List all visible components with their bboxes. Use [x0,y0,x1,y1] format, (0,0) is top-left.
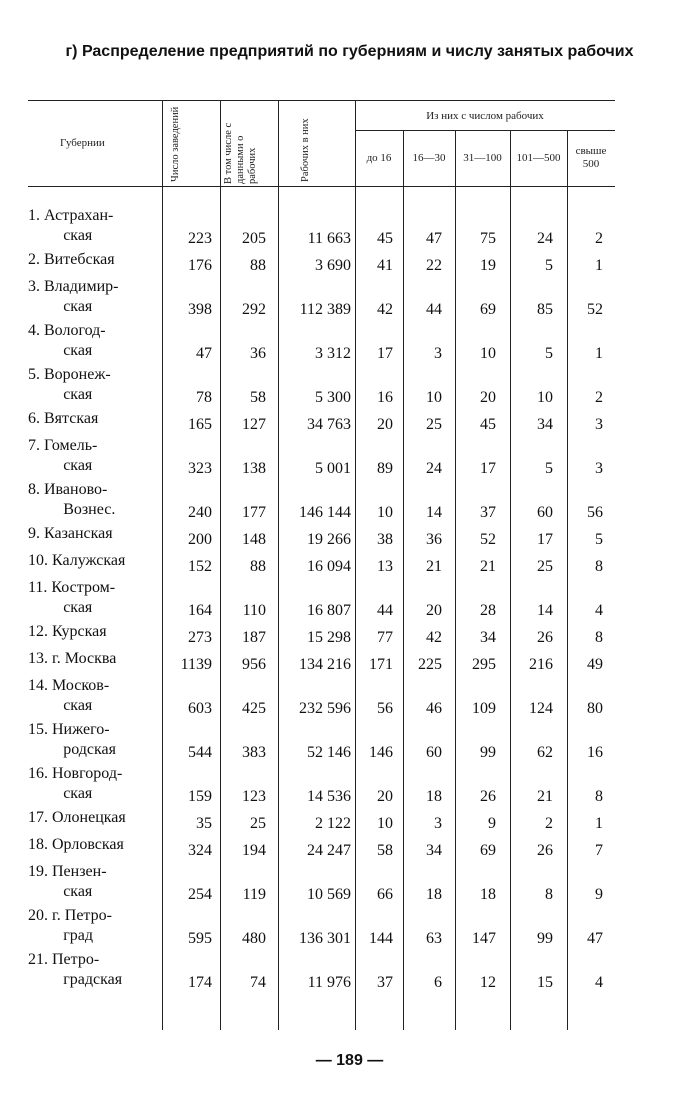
cell-g3: 37 [480,504,496,521]
cell-g4: 14 [537,602,553,619]
cell-g4: 26 [537,842,553,859]
cell-workers: 19 266 [307,531,351,548]
table-row [0,436,699,480]
province-name: 7. Гомель- ская [28,437,98,474]
header-bottom-rule [28,186,615,187]
cell-g4: 21 [537,788,553,805]
province-name: 20. г. Петро- град [28,907,112,944]
cell-with-data: 425 [242,700,266,717]
table-row [0,649,699,676]
cell-g3: 19 [480,257,496,274]
cell-g4: 2 [545,815,553,832]
cell-g3: 12 [480,974,496,991]
cell-workers: 34 763 [307,416,351,433]
cell-establishments: 152 [188,558,212,575]
cell-with-data: 383 [242,744,266,761]
cell-with-data: 74 [250,974,266,991]
table-row [0,578,699,622]
cell-with-data: 88 [250,558,266,575]
cell-g5: 2 [595,230,603,247]
table-title: г) Распределение предприятий по губерниям и числу занятых рабочих [65,43,634,60]
cell-g4: 124 [529,700,553,717]
cell-g5: 1 [595,345,603,362]
cell-establishments: 254 [188,886,212,903]
cell-g3: 28 [480,602,496,619]
cell-workers: 112 389 [299,301,351,318]
cell-establishments: 174 [188,974,212,991]
cell-with-data: 148 [242,531,266,548]
table-row [0,622,699,649]
cell-workers: 136 301 [299,930,351,947]
cell-workers: 134 216 [299,656,351,673]
cell-g5: 56 [587,504,603,521]
cell-g5: 80 [587,700,603,717]
cell-g5: 1 [595,815,603,832]
cell-g3: 69 [480,842,496,859]
cell-g5: 47 [587,930,603,947]
cell-establishments: 200 [188,531,212,548]
cell-establishments: 223 [188,230,212,247]
cell-g5: 4 [595,602,603,619]
table-row [0,676,699,720]
province-name: 16. Новгород- ская [28,765,123,802]
cell-g3: 75 [480,230,496,247]
cell-g1: 58 [377,842,393,859]
province-name: 10. Калужская [28,552,126,569]
province-name: 12. Курская [28,623,107,640]
cell-with-data: 194 [242,842,266,859]
cell-g3: 20 [480,389,496,406]
cell-g2: 22 [426,257,442,274]
table-row [0,277,699,321]
cell-g1: 89 [377,460,393,477]
cell-g5: 3 [595,416,603,433]
cell-establishments: 273 [188,629,212,646]
cell-g3: 21 [480,558,496,575]
cell-g4: 17 [537,531,553,548]
cell-g1: 16 [377,389,393,406]
cell-with-data: 123 [242,788,266,805]
cell-workers: 10 569 [307,886,351,903]
cell-g2: 6 [434,974,442,991]
cell-g2: 18 [426,788,442,805]
cell-with-data: 177 [242,504,266,521]
page-number: — 189 — [315,1052,384,1069]
cell-g3: 147 [472,930,496,947]
cell-establishments: 1139 [180,656,212,673]
cell-establishments: 324 [188,842,212,859]
cell-g1: 77 [377,629,393,646]
cell-g5: 49 [587,656,603,673]
province-name: 17. Олонецкая [28,809,126,826]
table-row [0,409,699,436]
cell-g3: 9 [488,815,496,832]
cell-with-data: 138 [242,460,266,477]
cell-g4: 5 [545,257,553,274]
cell-with-data: 88 [250,257,266,274]
cell-g4: 5 [545,345,553,362]
cell-g2: 63 [426,930,442,947]
cell-establishments: 398 [188,301,212,318]
table-row [0,808,699,835]
cell-establishments: 323 [188,460,212,477]
cell-establishments: 78 [196,389,212,406]
cell-with-data: 119 [242,886,266,903]
cell-g5: 2 [595,389,603,406]
header-top-rule [28,100,615,101]
cell-establishments: 164 [188,602,212,619]
cell-workers: 15 298 [307,629,351,646]
cell-g2: 3 [434,345,442,362]
cell-workers: 3 312 [315,345,351,362]
province-name: 2. Витебская [28,251,115,268]
cell-g3: 26 [480,788,496,805]
cell-g2: 21 [426,558,442,575]
cell-g4: 99 [537,930,553,947]
cell-g2: 14 [426,504,442,521]
cell-g3: 10 [480,345,496,362]
cell-establishments: 35 [196,815,212,832]
cell-g4: 26 [537,629,553,646]
table-row [0,551,699,578]
cell-establishments: 595 [188,930,212,947]
cell-g5: 1 [595,257,603,274]
cell-establishments: 240 [188,504,212,521]
cell-g1: 144 [369,930,393,947]
cell-g2: 42 [426,629,442,646]
cell-g3: 69 [480,301,496,318]
province-name: 15. Нижего- родская [28,721,116,758]
cell-g4: 15 [537,974,553,991]
cell-g5: 8 [595,558,603,575]
cell-g2: 3 [434,815,442,832]
cell-establishments: 47 [196,345,212,362]
province-name: 1. Астрахан- ская [28,207,114,244]
province-name: 9. Казанская [28,525,113,542]
table-row [0,206,699,250]
province-name: 3. Владимир- ская [28,278,119,315]
cell-establishments: 603 [188,700,212,717]
cell-with-data: 110 [242,602,266,619]
province-name: 18. Орловская [28,836,124,853]
cell-with-data: 187 [242,629,266,646]
header-with-data: В том числе с данными о рабочих [223,122,258,184]
cell-workers: 16 807 [307,602,351,619]
cell-workers: 232 596 [299,700,351,717]
cell-g4: 10 [537,389,553,406]
cell-with-data: 58 [250,389,266,406]
cell-g4: 5 [545,460,553,477]
province-name: 13. г. Москва [28,650,117,667]
province-name: 6. Вятская [28,410,99,427]
header-group-4: 101—500 [516,152,561,164]
cell-workers: 2 122 [315,815,351,832]
header-group-1: до 16 [366,152,392,164]
cell-workers: 5 300 [315,389,351,406]
table-row [0,250,699,277]
cell-g5: 52 [587,301,603,318]
cell-g1: 37 [377,974,393,991]
cell-g3: 45 [480,416,496,433]
cell-g3: 99 [480,744,496,761]
cell-workers: 11 976 [307,974,351,991]
cell-g2: 25 [426,416,442,433]
cell-with-data: 956 [242,656,266,673]
cell-workers: 24 247 [307,842,351,859]
cell-g5: 16 [587,744,603,761]
header-province: Губернии [60,137,105,149]
table-row [0,720,699,764]
cell-g1: 17 [377,345,393,362]
header-workers: Рабочих в них [300,118,311,182]
header-group-title: Из них с числом рабочих [426,110,544,122]
cell-g2: 44 [426,301,442,318]
cell-g2: 225 [418,656,442,673]
cell-g1: 10 [377,815,393,832]
table-row [0,365,699,409]
cell-workers: 14 536 [307,788,351,805]
cell-workers: 16 094 [307,558,351,575]
cell-g1: 45 [377,230,393,247]
header-group-5: свыше 500 [575,145,607,170]
cell-g2: 60 [426,744,442,761]
cell-g1: 10 [377,504,393,521]
cell-g4: 25 [537,558,553,575]
cell-g3: 52 [480,531,496,548]
cell-establishments: 159 [188,788,212,805]
table-row [0,906,699,950]
table-row [0,835,699,862]
cell-with-data: 36 [250,345,266,362]
cell-g2: 24 [426,460,442,477]
province-name: 19. Пензен- ская [28,863,107,900]
header-group-2: 16—30 [412,152,446,164]
province-name: 14. Москов- ская [28,677,110,714]
cell-g1: 13 [377,558,393,575]
table-row [0,524,699,551]
cell-g1: 42 [377,301,393,318]
table-row [0,321,699,365]
cell-with-data: 127 [242,416,266,433]
table-row [0,480,699,524]
cell-g1: 66 [377,886,393,903]
cell-g5: 4 [595,974,603,991]
cell-g1: 20 [377,416,393,433]
cell-with-data: 25 [250,815,266,832]
cell-g4: 216 [529,656,553,673]
cell-g3: 34 [480,629,496,646]
cell-g4: 62 [537,744,553,761]
cell-g2: 20 [426,602,442,619]
cell-g5: 5 [595,531,603,548]
cell-g5: 8 [595,788,603,805]
table-row [0,862,699,906]
cell-g1: 41 [377,257,393,274]
group-rule [355,130,615,131]
cell-g1: 56 [377,700,393,717]
province-name: 5. Воронеж- ская [28,366,111,403]
header-establishments: Число заведений [170,106,181,182]
cell-g1: 38 [377,531,393,548]
cell-workers: 52 146 [307,744,351,761]
cell-g2: 36 [426,531,442,548]
cell-g2: 46 [426,700,442,717]
cell-with-data: 292 [242,301,266,318]
table-row [0,950,699,994]
cell-g4: 85 [537,301,553,318]
cell-workers: 146 144 [299,504,351,521]
province-name: 21. Петро- градская [28,951,123,988]
cell-g3: 18 [480,886,496,903]
cell-with-data: 205 [242,230,266,247]
province-name: 8. Иваново- Вознес. [28,481,116,518]
cell-g2: 34 [426,842,442,859]
cell-g4: 60 [537,504,553,521]
cell-with-data: 480 [242,930,266,947]
cell-g1: 44 [377,602,393,619]
cell-workers: 3 690 [315,257,351,274]
cell-g5: 3 [595,460,603,477]
cell-g1: 20 [377,788,393,805]
cell-g4: 34 [537,416,553,433]
province-name: 4. Вологод- ская [28,322,106,359]
cell-g4: 24 [537,230,553,247]
cell-g2: 47 [426,230,442,247]
cell-workers: 5 001 [315,460,351,477]
cell-g3: 109 [472,700,496,717]
cell-g2: 18 [426,886,442,903]
cell-g2: 10 [426,389,442,406]
cell-g5: 7 [595,842,603,859]
cell-g5: 9 [595,886,603,903]
table-row [0,764,699,808]
cell-establishments: 165 [188,416,212,433]
cell-g1: 146 [369,744,393,761]
header-group-3: 31—100 [463,152,502,164]
cell-workers: 11 663 [307,230,351,247]
cell-g4: 8 [545,886,553,903]
cell-g3: 295 [472,656,496,673]
cell-g1: 171 [369,656,393,673]
cell-g3: 17 [480,460,496,477]
cell-establishments: 176 [188,257,212,274]
cell-establishments: 544 [188,744,212,761]
province-name: 11. Костром- ская [28,579,116,616]
cell-g5: 8 [595,629,603,646]
